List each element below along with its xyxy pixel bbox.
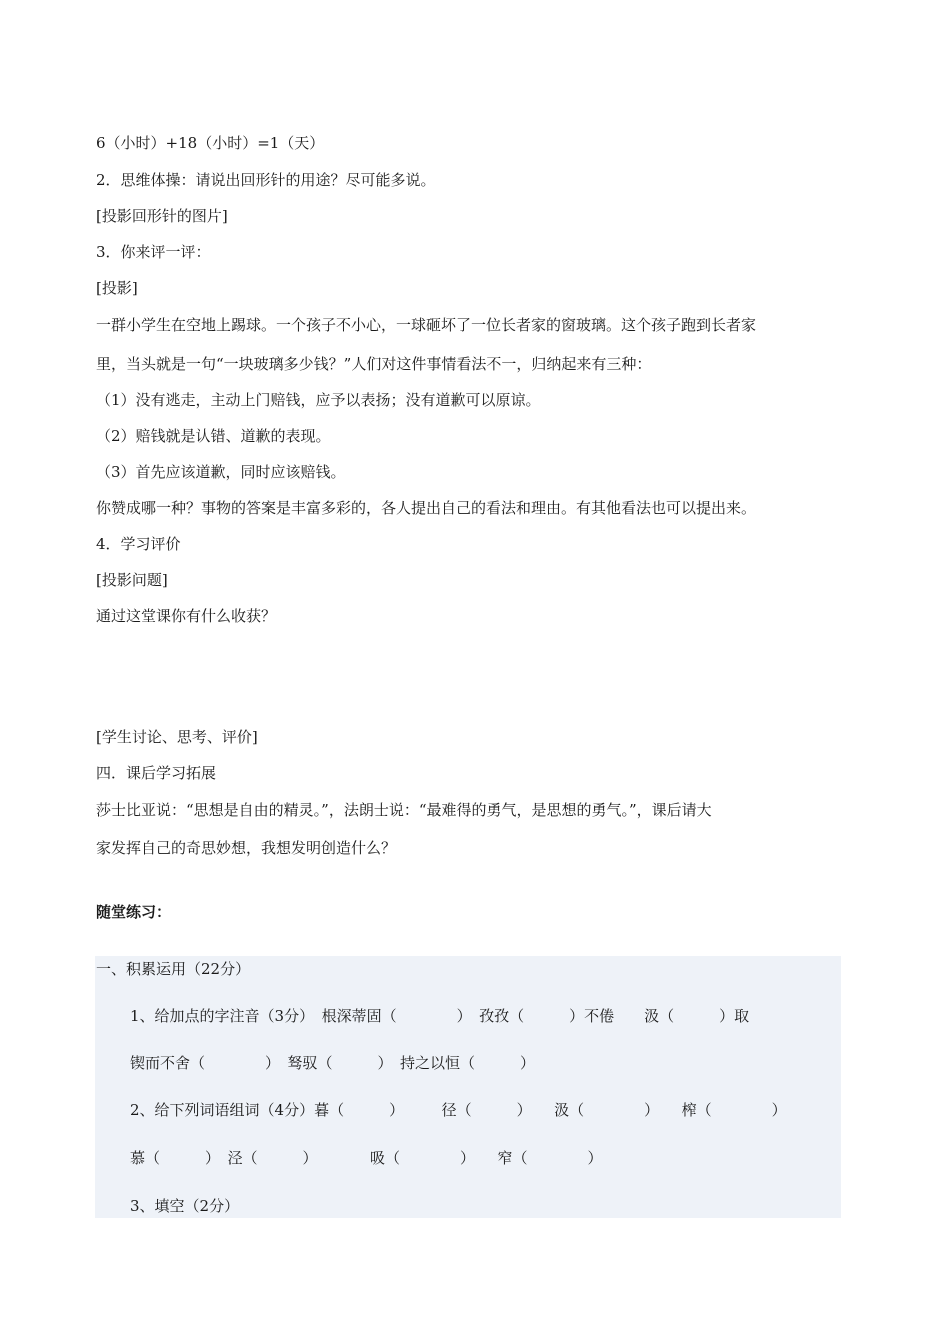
text-line: （2）赔钱就是认错、道歉的表现。 bbox=[96, 427, 331, 445]
text-line: 6（小时）+18（小时）=1（天） bbox=[96, 134, 325, 152]
text-line: 2．思维体操：请说出回形针的用途？尽可能多说。 bbox=[96, 171, 436, 189]
text-line: [投影问题] bbox=[96, 571, 168, 589]
question-line: 3、填空（2分） bbox=[130, 1197, 240, 1215]
text-line: 3．你来评一评： bbox=[96, 243, 211, 261]
text-line: [投影] bbox=[96, 279, 138, 297]
text-line: （3）首先应该道歉，同时应该赔钱。 bbox=[96, 463, 346, 481]
section-title: 一、积累运用（22分） bbox=[96, 960, 251, 978]
text-line: 4．学习评价 bbox=[96, 535, 181, 553]
text-line: 家发挥自己的奇思妙想，我想发明创造什么？ bbox=[96, 839, 397, 857]
text-line: [学生讨论、思考、评价] bbox=[96, 728, 258, 746]
text-line: （1）没有逃走，主动上门赔钱，应予以表扬；没有道歉可以原谅。 bbox=[96, 391, 541, 409]
text-line: 通过这堂课你有什么收获？ bbox=[96, 607, 277, 625]
text-line: 你赞成哪一种？事物的答案是丰富多彩的，各人提出自己的看法和理由。有其他看法也可以提出来。 bbox=[96, 499, 757, 517]
text-line: 里，当头就是一句“一块玻璃多少钱？”人们对这件事情看法不一，归纳起来有三种： bbox=[96, 355, 652, 373]
text-line: 四．课后学习拓展 bbox=[96, 764, 217, 782]
question-line: 慕（ ） 泾（ ） 吸（ ） 窄（ ） bbox=[130, 1149, 603, 1167]
text-line: 莎士比亚说：“思想是自由的精灵。”，法朗士说：“最难得的勇气，是思想的勇气。”，课后请大 bbox=[96, 801, 712, 819]
question-line: 锲而不舍（ ） 驽驭（ ） 持之以恒（ ） bbox=[130, 1054, 536, 1072]
text-line: 一群小学生在空地上踢球。一个孩子不小心，一球砸坏了一位长者家的窗玻璃。这个孩子跑到长者家 bbox=[96, 316, 757, 334]
text-line: [投影回形针的图片] bbox=[96, 207, 228, 225]
practice-heading: 随堂练习： bbox=[96, 903, 172, 921]
exercise-panel bbox=[95, 956, 841, 1218]
question-line: 2、给下列词语组词（4分）暮（ ） 径（ ） 汲（ ） 榨（ ） bbox=[130, 1101, 787, 1119]
question-line: 1、给加点的字注音（3分） 根深蒂固（ ） 孜孜（ ）不倦 汲（ ）取 bbox=[130, 1007, 750, 1025]
